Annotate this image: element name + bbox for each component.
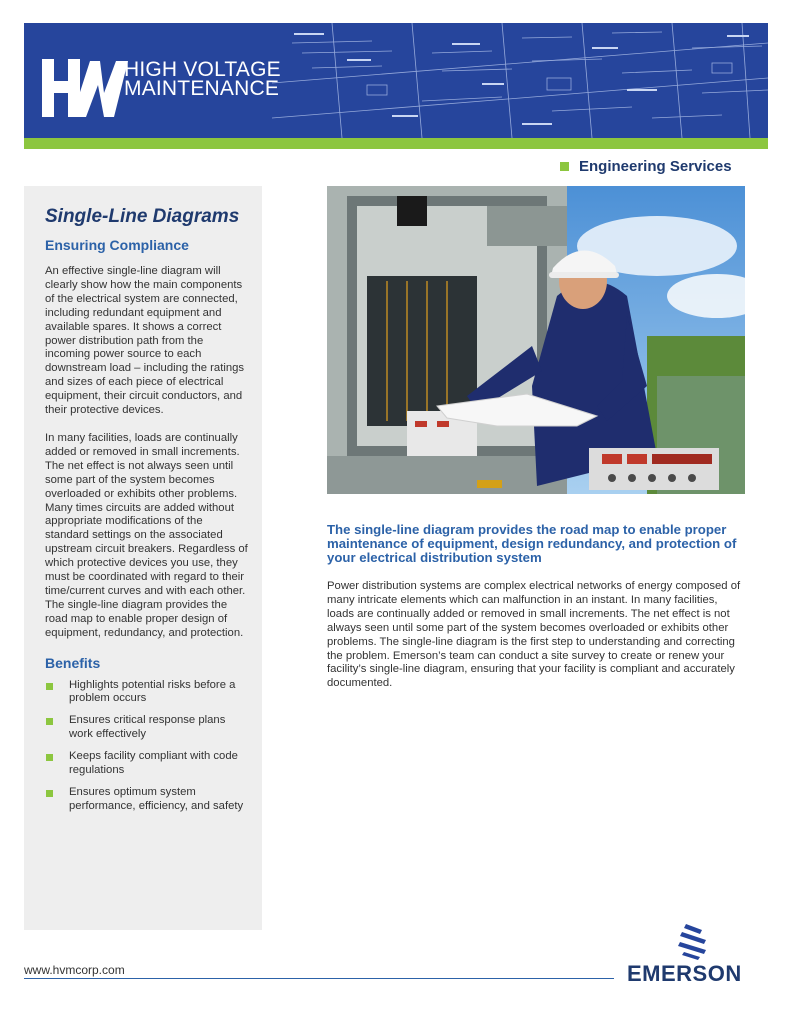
- bullet-square-icon: [46, 754, 53, 761]
- section-label-text: Engineering Services: [579, 158, 732, 175]
- header-banner: [24, 23, 768, 138]
- bullet-square-icon: [46, 718, 53, 725]
- page-subtitle: Ensuring Compliance: [45, 237, 189, 253]
- brand-name-line2: MAINTENANCE: [124, 77, 280, 100]
- emerson-logo-icon: [676, 922, 710, 960]
- body-paragraph: Power distribution systems are complex electrical networks of energy composed of many intricate elements which can malfunction in an instant. In many facilities, loads are continually added or removed in small increments. The net effect is not always seen until some part of the system becomes overloaded or exhibits other problems. The single-line diagram is the first step to understanding and correcting the problem. Emerson’s team can conduct a site survey to create or renew your facility’s single-line diagram, ensuring that your facility is compliant and accurately documented.: [327, 580, 741, 690]
- list-item: [45, 786, 248, 814]
- callout-heading: The single-line diagram provides the road map to enable proper maintenance of equipment, design redundancy, and protection of your electrical distribution system: [327, 522, 737, 565]
- benefit-text: Highlights potential risks before a problem occurs: [69, 678, 236, 705]
- bullet-square-icon: [46, 790, 53, 797]
- section-label: [560, 158, 732, 175]
- list-item: [45, 750, 248, 778]
- benefit-text: Ensures critical response plans work effectively: [69, 714, 226, 741]
- list-item: [45, 679, 248, 707]
- footer-divider: [24, 978, 614, 979]
- detail-paragraph: In many facilities, loads are continually added or removed in small increments. The net effect is not always seen until some part of the system becomes overloaded or exhibits other problems. Many times circuits are added without appropriate modifications of the standard settings on the associated upstream circuit breakers. Regardless of which protective devices you use, they must be coordinated with regard to their time/current curves and with each other. The single-line diagram provides the road map to enable proper design of equipment, redundancy, and protection.: [45, 431, 248, 639]
- blueprint-pattern: [272, 23, 768, 138]
- website-link[interactable]: www.hvmcorp.com: [24, 963, 125, 977]
- benefits-heading: Benefits: [45, 654, 101, 671]
- bullet-square-icon: [46, 683, 53, 690]
- benefit-text: Ensures optimum system performance, efficiency, and safety: [69, 786, 244, 812]
- engineer-photo: [327, 186, 745, 494]
- sidebar-panel: [24, 186, 262, 930]
- hvm-logo-icon: [38, 53, 130, 123]
- benefits-list: [45, 679, 248, 814]
- intro-paragraph: An effective single-line diagram will clearly show how the main components of the electrical system are connected, including redundant equipment and available spares. It shows a correct power distribution path from the incoming power source to each downstream load – including the ratings and sizes of each piece of electrical equipment, their circuit conductors, and their protective devices.: [45, 265, 245, 417]
- brand-name-line1: HIGH VOLTAGE: [124, 58, 281, 81]
- accent-bar: [24, 138, 768, 149]
- bullet-square-icon: [560, 162, 569, 171]
- company-name: EMERSON: [627, 961, 742, 986]
- list-item: [45, 714, 248, 742]
- page-title: Single-Line Diagrams: [45, 206, 240, 227]
- benefit-text: Keeps facility compliant with code regulations: [69, 750, 238, 777]
